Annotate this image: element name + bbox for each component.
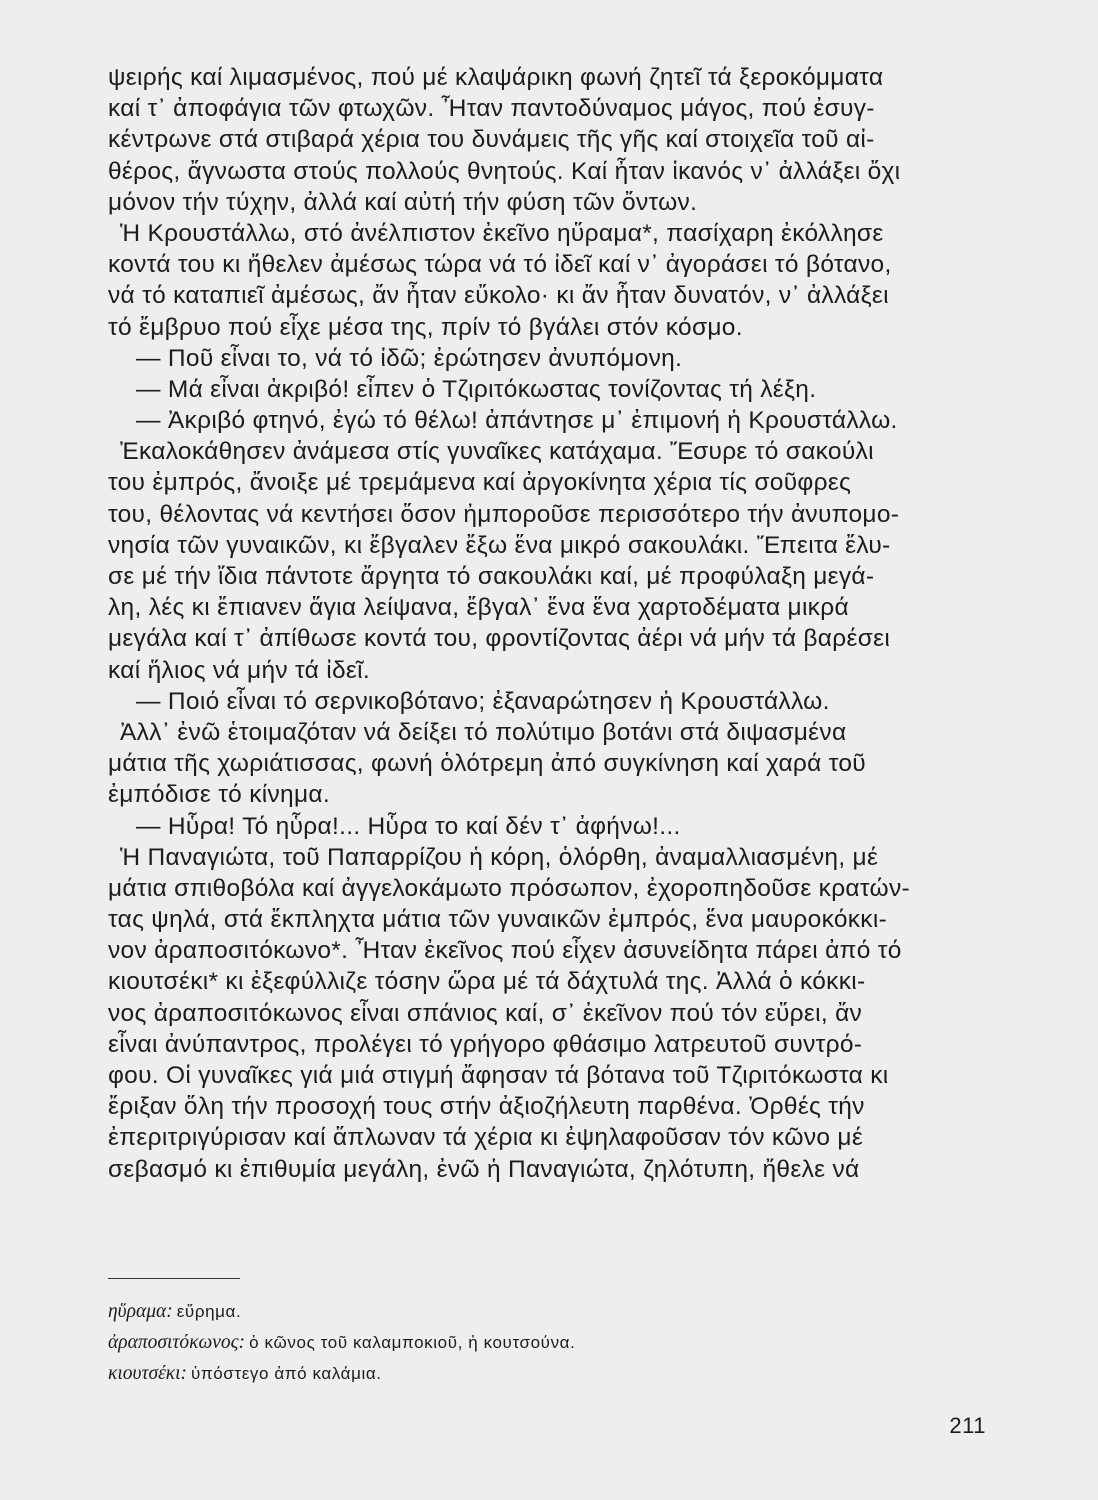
footnote-term: ηὕραμα: [108,1301,173,1322]
text-line: κέντρωνε στά στιβαρά χέρια του δυνάμεις τῆς γῆς καί στοιχεῖα τοῦ αἰ- [108,126,875,154]
footnote-term: ἀραποσιτόκωνος: [108,1332,246,1353]
text-line: κοντά του κι ἤθελεν ἀμέσως τώρα νά τό ἰδεῖ καί ν᾽ ἀγοράσει τό βότανο, [108,251,892,279]
footnote-definition: εὕρημα. [176,1302,242,1321]
text-line: ψειρής καί λιμασμένος, πού μέ κλαψάρικη φωνή ζητεῖ τά ξεροκόμματα [108,64,884,91]
text-line: Ἡ Παναγιώτα, τοῦ Παπαρρίζου ἡ κόρη, ὁλόρθη, ἀναμαλλιασμένη, μέ [120,843,879,871]
footnotes [108,1296,575,1389]
footnote-term: κιουτσέκι: [108,1363,188,1384]
text-line: νον ἀραποσιτόκωνο*. Ἦταν ἐκεῖνος πού εἶχεν ἀσυνείδητα πάρει ἀπό τό [108,937,902,965]
text-line: σε μέ τήν ἴδια πάντοτε ἄργητα τό σακουλάκι καί, μέ προφύλαξη μεγά- [108,563,875,590]
text-line: — Ποιό εἶναι τό σερνικοβότανο; ἐξαναρώτησεν ἡ Κρουστάλλω. [136,687,830,715]
text-line: μεγάλα καί τ᾽ ἀπίθωσε κοντά του, φροντίζοντας ἀέρι νά μήν τά βαρέσει [108,625,891,653]
text-line: — Μά εἶναι ἀκριβό! εἶπεν ὁ Τζιριτόκωστας τονίζοντας τή λέξη. [136,375,817,403]
text-line: — Ποῦ εἶναι το, νά τό ἰδῶ; ἐρώτησεν ἀνυπόμονη. [136,344,683,372]
footnote [108,1327,575,1358]
text-line: μάτια τῆς χωριάτισσας, φωνή ὁλότρεμη ἀπό συγκίνηση καί χαρά τοῦ [108,750,866,778]
text-line: — Ἀκριβό φτηνό, ἐγώ τό θέλω! ἀπάντησε μ᾽ ἐπιμονή ἡ Κρουστάλλω. [136,407,898,435]
text-line: νος ἀραποσιτόκωνος εἶναι σπάνιος καί, σ᾽ ἐκεῖνον πού τόν εὕρει, ἄν [108,999,863,1027]
text-line: εἶναι ἀνύπαντρος, προλέγει τό γρήγορο φθάσιμο λατρευτοῦ συντρό- [108,1030,863,1058]
text-line: καί ἥλιος νά μήν τά ἰδεῖ. [108,656,370,684]
text-line: σεβασμό κι ἐπιθυμία μεγάλη, ἐνῶ ἡ Παναγιώτα, ζηλότυπη, ἤθελε νά [108,1155,860,1183]
page-number: 211 [949,1413,986,1438]
text-line: ἐμπόδισε τό κίνημα. [108,781,330,809]
text-line: Ἡ Κρουστάλλω, στό ἀνέλπιστον ἐκεῖνο ηὕραμα*, πασίχαρη ἐκόλλησε [120,219,884,247]
text-line: ἐπεριτριγύρισαν καί ἅπλωναν τά χέρια κι ἐψηλαφοῦσαν τόν κῶνο μέ [108,1124,864,1152]
text-line: τας ψηλά, στά ἔκπληχτα μάτια τῶν γυναικῶν ἐμπρός, ἕνα μαυροκόκκι- [108,906,888,934]
text-line: Ἀλλ᾽ ἐνῶ ἑτοιμαζόταν νά δείξει τό πολύτιμο βοτάνι στά διψασμένα [120,718,847,746]
text-line: ἔριξαν ὅλη τήν προσοχή τους στήν ἀξιοζήλευτη παρθένα. Ὀρθές τήν [108,1093,865,1121]
text-line: θέρος, ἄγνωστα στούς πολλούς θνητούς. Καί ἦταν ἱκανός ν᾽ ἀλλάξει ὄχι [108,157,901,185]
text-line: Ἐκαλοκάθησεν ἀνάμεσα στίς γυναῖκες κατάχαμα. Ἔσυρε τό σακούλι [120,438,874,466]
text-line: — Ηὗρα! Τό ηὗρα!... Ηὗρα το καί δέν τ᾽ ἀφήνω!... [136,812,681,840]
body-text [108,62,983,1185]
footnote [108,1296,575,1327]
text-line: νησία τῶν γυναικῶν, κι ἔβγαλεν ἔξω ἕνα μικρό σακουλάκι. Ἔπειτα ἔλυ- [108,531,891,559]
footnote-divider [108,1278,240,1279]
text-line: μόνον τήν τύχην, ἀλλά καί αὐτή τήν φύση τῶν ὄντων. [108,188,698,216]
footnote-definition: ὑπόστεγο ἀπό καλάμια. [191,1364,382,1383]
text-line: του ἐμπρός, ἄνοιξε μέ τρεμάμενα καί ἀργοκίνητα χέρια τίς σοῦφρες [108,469,852,497]
text-line: τό ἔμβρυο πού εἶχε μέσα της, πρίν τό βγάλει στόν κόσμο. [108,313,743,341]
text-line: του, θέλοντας νά κεντήσει ὅσον ἠμποροῦσε περισσότερο τήν ἀνυπομο- [108,500,900,528]
text-line: μάτια σπιθοβόλα καί ἀγγελοκάμωτο πρόσωπον, ἐχοροπηδοῦσε κρατών- [108,874,910,902]
text-line: φου. Οἱ γυναῖκες γιά μιά στιγμή ἄφησαν τά βότανα τοῦ Τζιριτόκωστα κι [108,1062,889,1089]
text-line: κιουτσέκι* κι ἐξεφύλλιζε τόσην ὥρα μέ τά δάχτυλά της. Ἀλλά ὁ κόκκι- [108,968,866,996]
text-line: λη, λές κι ἔπιανεν ἅγια λείψανα, ἔβγαλ᾽ ἕνα ἕνα χαρτοδέματα μικρά [108,594,849,622]
footnote-definition: ὁ κῶνος τοῦ καλαμποκιοῦ, ἡ κουτσούνα. [249,1333,576,1352]
text-line: νά τό καταπιεῖ ἀμέσως, ἄν ἦταν εὔκολο· κι ἄν ἦταν δυνατόν, ν᾽ ἀλλάξει [108,282,889,310]
text-line: καί τ᾽ ἀποφάγια τῶν φτωχῶν. Ἦταν παντοδύναμος μάγος, πού ἐσυγ- [108,95,875,123]
footnote [108,1358,575,1389]
